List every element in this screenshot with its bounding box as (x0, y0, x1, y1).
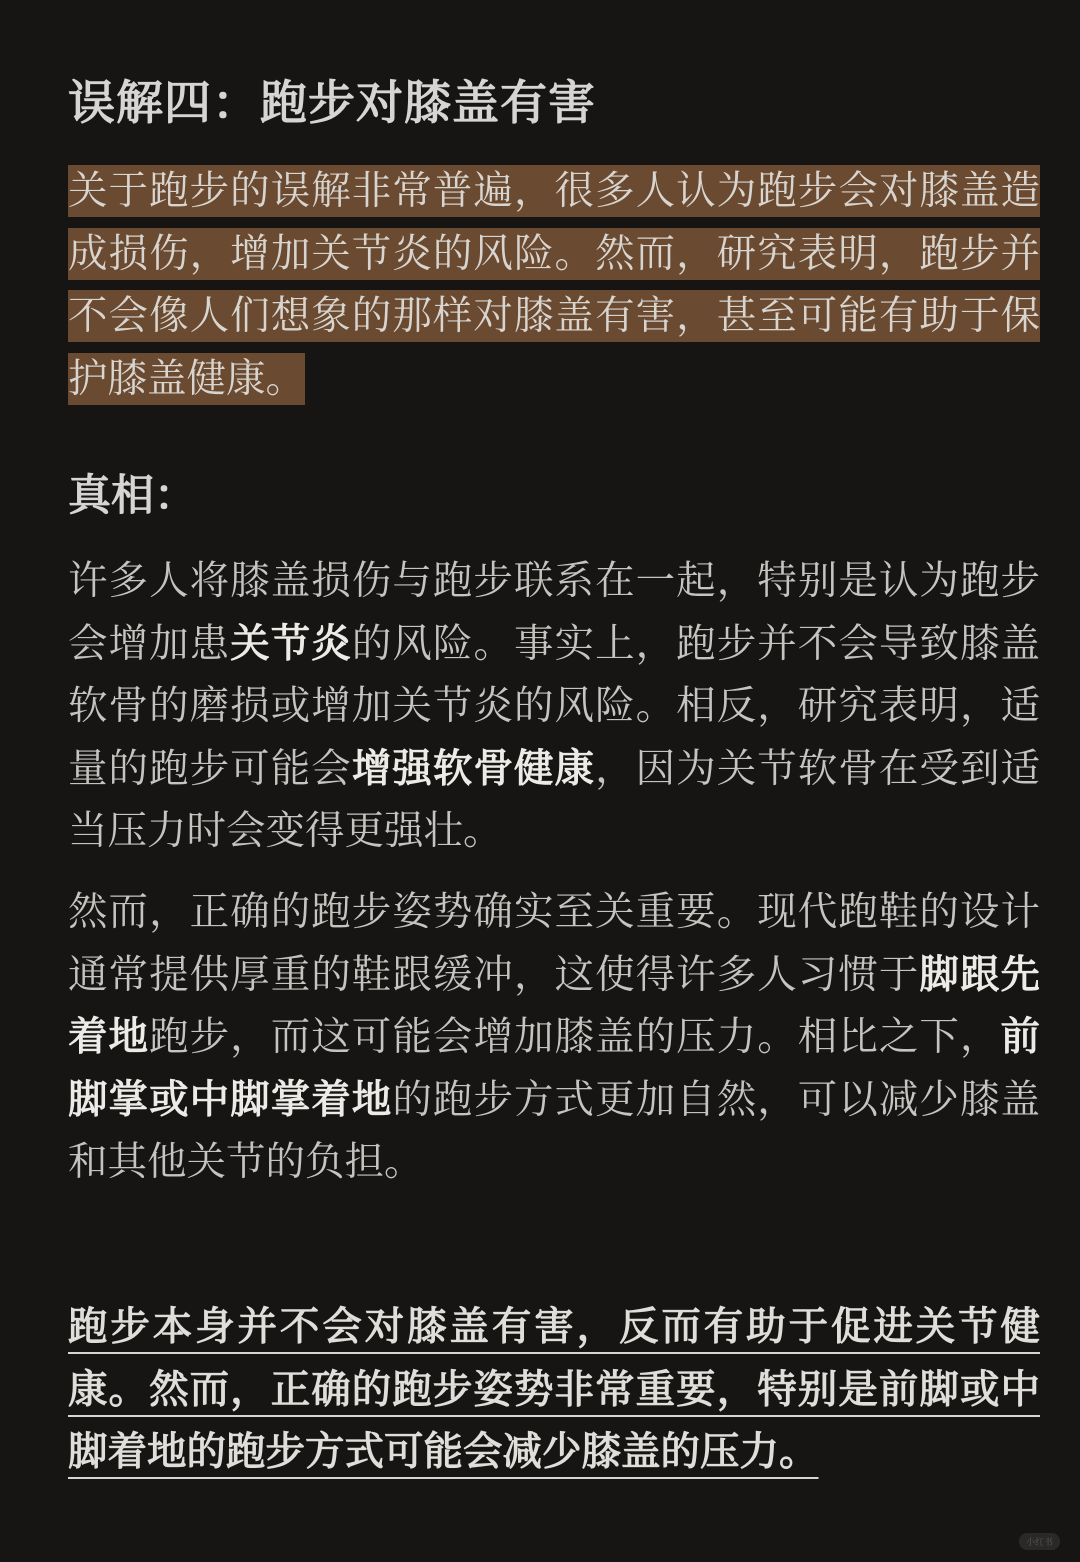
page-title: 误解四：跑步对膝盖有害 (68, 76, 596, 131)
text-segment: 然而，正确的跑步姿势确实至关重要。现代跑鞋的设计通常提供厚重的鞋跟缓冲，这使得许多人习惯于 (68, 889, 1040, 998)
text-segment: 的跑步方式更加自然，可以减少膝盖和其他关节的负担。 (68, 1076, 1041, 1185)
intro-highlight: 关于跑步的误解非常普遍，很多人认为跑步会对膝盖造成损伤，增加关节炎的风险。然而，研究表明，跑步并不会像人们想象的那样对膝盖有害，甚至可能有助于保护膝盖健康。 (68, 165, 1040, 405)
text-segment: 的风险。事实上，跑步并不会导致膝盖软骨的磨损或增加关节炎的风险。相反，研究表明，适量的跑步可能会 (68, 620, 1041, 792)
text-segment: ，因为关节软骨在受到适当压力时会变得更强壮。 (68, 745, 1041, 854)
conclusion-underlined: 跑步本身并不会对膝盖有害，反而有助于促进关节健康。然而，正确的跑步姿势非常重要，特别是前脚或中脚着地的跑步方式可能会减少膝盖的压力。 (68, 1304, 1040, 1475)
bold-term-arthritis: 关节炎 (230, 620, 352, 667)
truth-heading: 真相： (68, 471, 197, 521)
truth-paragraph-2 (68, 881, 1040, 1194)
watermark-logo: 小红书 (1019, 1533, 1060, 1550)
text-segment: 跑步，而这可能会增加膝盖的压力。相比之下， (149, 1014, 1001, 1060)
intro-paragraph (68, 160, 1040, 410)
bold-term-heel-strike: 脚跟先着地 (68, 951, 1041, 1060)
conclusion-paragraph (68, 1296, 1040, 1484)
text-segment: 许多人将膝盖损伤与跑步联系在一起，特别是认为跑步会增加患 (68, 558, 1040, 667)
bold-term-forefoot-strike: 前脚掌或中脚掌着地 (68, 1014, 1041, 1123)
truth-paragraph-1 (68, 550, 1040, 863)
bold-term-cartilage: 增强软骨健康 (351, 745, 596, 792)
